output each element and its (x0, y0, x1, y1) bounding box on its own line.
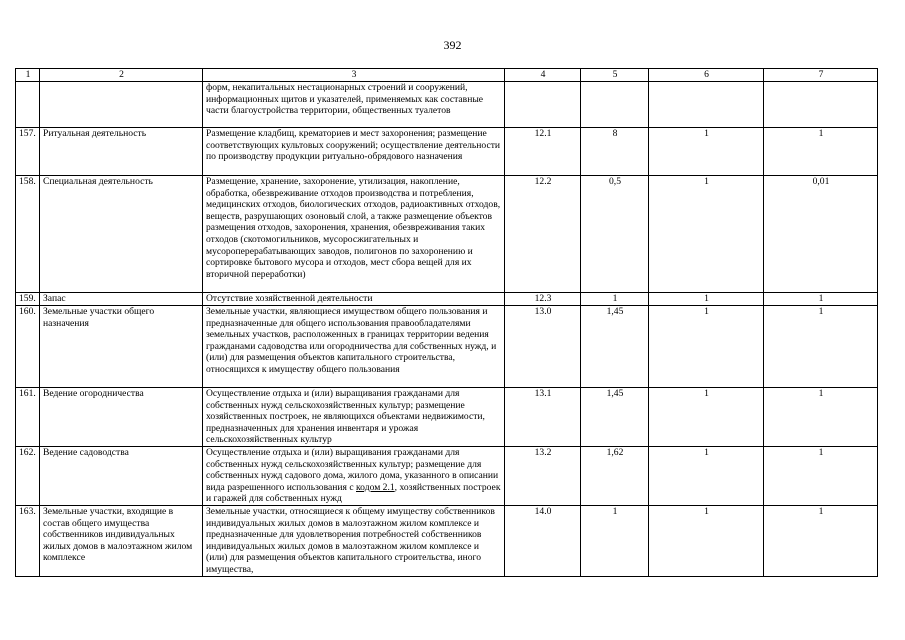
row-code: 13.1 (505, 388, 581, 447)
row-code: 12.3 (505, 293, 581, 306)
row-code: 12.2 (505, 176, 581, 293)
row-description: Земельные участки, относящиеся к общему имуществу собственников индивидуальных жилых домов в малоэтажном жилом комплексе и предназначенные для удовлетворения потребностей собственников индивидуальных жилых домов в малоэтажном жилом комплексе и (или) для размещения объектов капитального строительства, иного имущества, (203, 506, 505, 577)
page-number: 392 (443, 38, 462, 52)
row-col5: 8 (581, 128, 649, 176)
table-row (16, 176, 878, 293)
row-number: 159. (16, 293, 40, 306)
row-col7 (764, 82, 878, 128)
row-number: 160. (16, 306, 40, 388)
header-col-2: 2 (40, 69, 203, 82)
row-name: Земельные участки, входящие в состав общего имущества собственников индивидуальных жилых домов в малоэтажном жилом комплексе (40, 506, 203, 577)
row-description: Размещение кладбищ, крематориев и мест захоронения; размещение соответствующих культовых сооружений; осуществление деятельности по производству продукции ритуально-обрядового назначения (203, 128, 505, 176)
row-name: Запас (40, 293, 203, 306)
row-number: 158. (16, 176, 40, 293)
row-col7: 1 (764, 447, 878, 506)
row-name (40, 82, 203, 128)
row-number: 162. (16, 447, 40, 506)
header-col-3: 3 (203, 69, 505, 82)
land-use-table (15, 68, 878, 577)
row-description (203, 447, 505, 506)
row-number (16, 82, 40, 128)
row-description: форм, некапитальных нестационарных строений и сооружений, информационных щитов и указателей, применяемых как составные части благоустройства территории, общественных туалетов (203, 82, 505, 128)
row-col7: 0,01 (764, 176, 878, 293)
row-col6: 1 (649, 306, 764, 388)
row-code: 13.0 (505, 306, 581, 388)
row-col7: 1 (764, 506, 878, 577)
row-col5: 0,5 (581, 176, 649, 293)
description-text: Осуществление отдыха и (или) выращивания гражданами для собственных нужд сельскохозяйственных культур; размещение для собственных нужд садового дома, жилого дома, указанного в описании вида разрешенного использования с (206, 447, 499, 493)
row-col6: 1 (649, 293, 764, 306)
row-col6: 1 (649, 128, 764, 176)
row-code: 12.1 (505, 128, 581, 176)
table-row (16, 293, 878, 306)
table-row (16, 128, 878, 176)
row-code (505, 82, 581, 128)
row-description: Осуществление отдыха и (или) выращивания гражданами для собственных нужд сельскохозяйственных культур; размещение хозяйственных построек, не являющихся объектами недвижимости, предназначенных для хранения инвентаря и урожая сельскохозяйственных культур (203, 388, 505, 447)
row-col6: 1 (649, 506, 764, 577)
row-col7: 1 (764, 293, 878, 306)
description-text: , хозяйственных построек и гаражей для собственных нужд (206, 481, 501, 505)
row-code: 13.2 (505, 447, 581, 506)
row-col5 (581, 82, 649, 128)
row-description: Земельные участки, являющиеся имуществом общего пользования и предназначенные для общего использования правообладателями земельных участков, расположенных в границах территории ведения гражданами садоводства или огородничества для собственных нужд, и (или) для размещения объектов капитального строительства, относящихся к имуществу общего пользования (203, 306, 505, 388)
row-col5: 1,45 (581, 388, 649, 447)
row-col7: 1 (764, 388, 878, 447)
row-col6: 1 (649, 388, 764, 447)
row-name: Ведение огородничества (40, 388, 203, 447)
table-row (16, 506, 878, 577)
row-col5: 1,62 (581, 447, 649, 506)
row-col5: 1 (581, 506, 649, 577)
header-col-1: 1 (16, 69, 40, 82)
row-col6: 1 (649, 447, 764, 506)
row-name: Ведение садоводства (40, 447, 203, 506)
table-row (16, 447, 878, 506)
row-col5: 1 (581, 293, 649, 306)
table-row (16, 306, 878, 388)
row-description: Отсутствие хозяйственной деятельности (203, 293, 505, 306)
row-name: Специальная деятельность (40, 176, 203, 293)
row-name: Ритуальная деятельность (40, 128, 203, 176)
header-col-5: 5 (581, 69, 649, 82)
row-name: Земельные участки общего назначения (40, 306, 203, 388)
row-col7: 1 (764, 306, 878, 388)
row-col6: 1 (649, 176, 764, 293)
row-number: 161. (16, 388, 40, 447)
row-description: Размещение, хранение, захоронение, утилизация, накопление, обработка, обезвреживание отходов производства и потребления, медицинских отходов, биологических отходов, радиоактивных отходов, веществ, разрушающих озоновый слой, а также размещение объектов размещения отходов, захоронения, хранения, обезвреживания таких отходов (скотомогильников, мусоросжигательных и мусороперерабатывающих заводов, полигонов по захоронению и сортировке бытового мусора и отходов, мест сбора вещей для их вторичной переработки) (203, 176, 505, 293)
code-link[interactable]: кодом 2.1 (356, 481, 395, 493)
header-col-6: 6 (649, 69, 764, 82)
row-col6 (649, 82, 764, 128)
row-number: 163. (16, 506, 40, 577)
row-number: 157. (16, 128, 40, 176)
row-col7: 1 (764, 128, 878, 176)
table-row (16, 82, 878, 128)
row-col5: 1,45 (581, 306, 649, 388)
row-code: 14.0 (505, 506, 581, 577)
header-col-7: 7 (764, 69, 878, 82)
table-header-row (16, 69, 878, 82)
header-col-4: 4 (505, 69, 581, 82)
table-row (16, 388, 878, 447)
